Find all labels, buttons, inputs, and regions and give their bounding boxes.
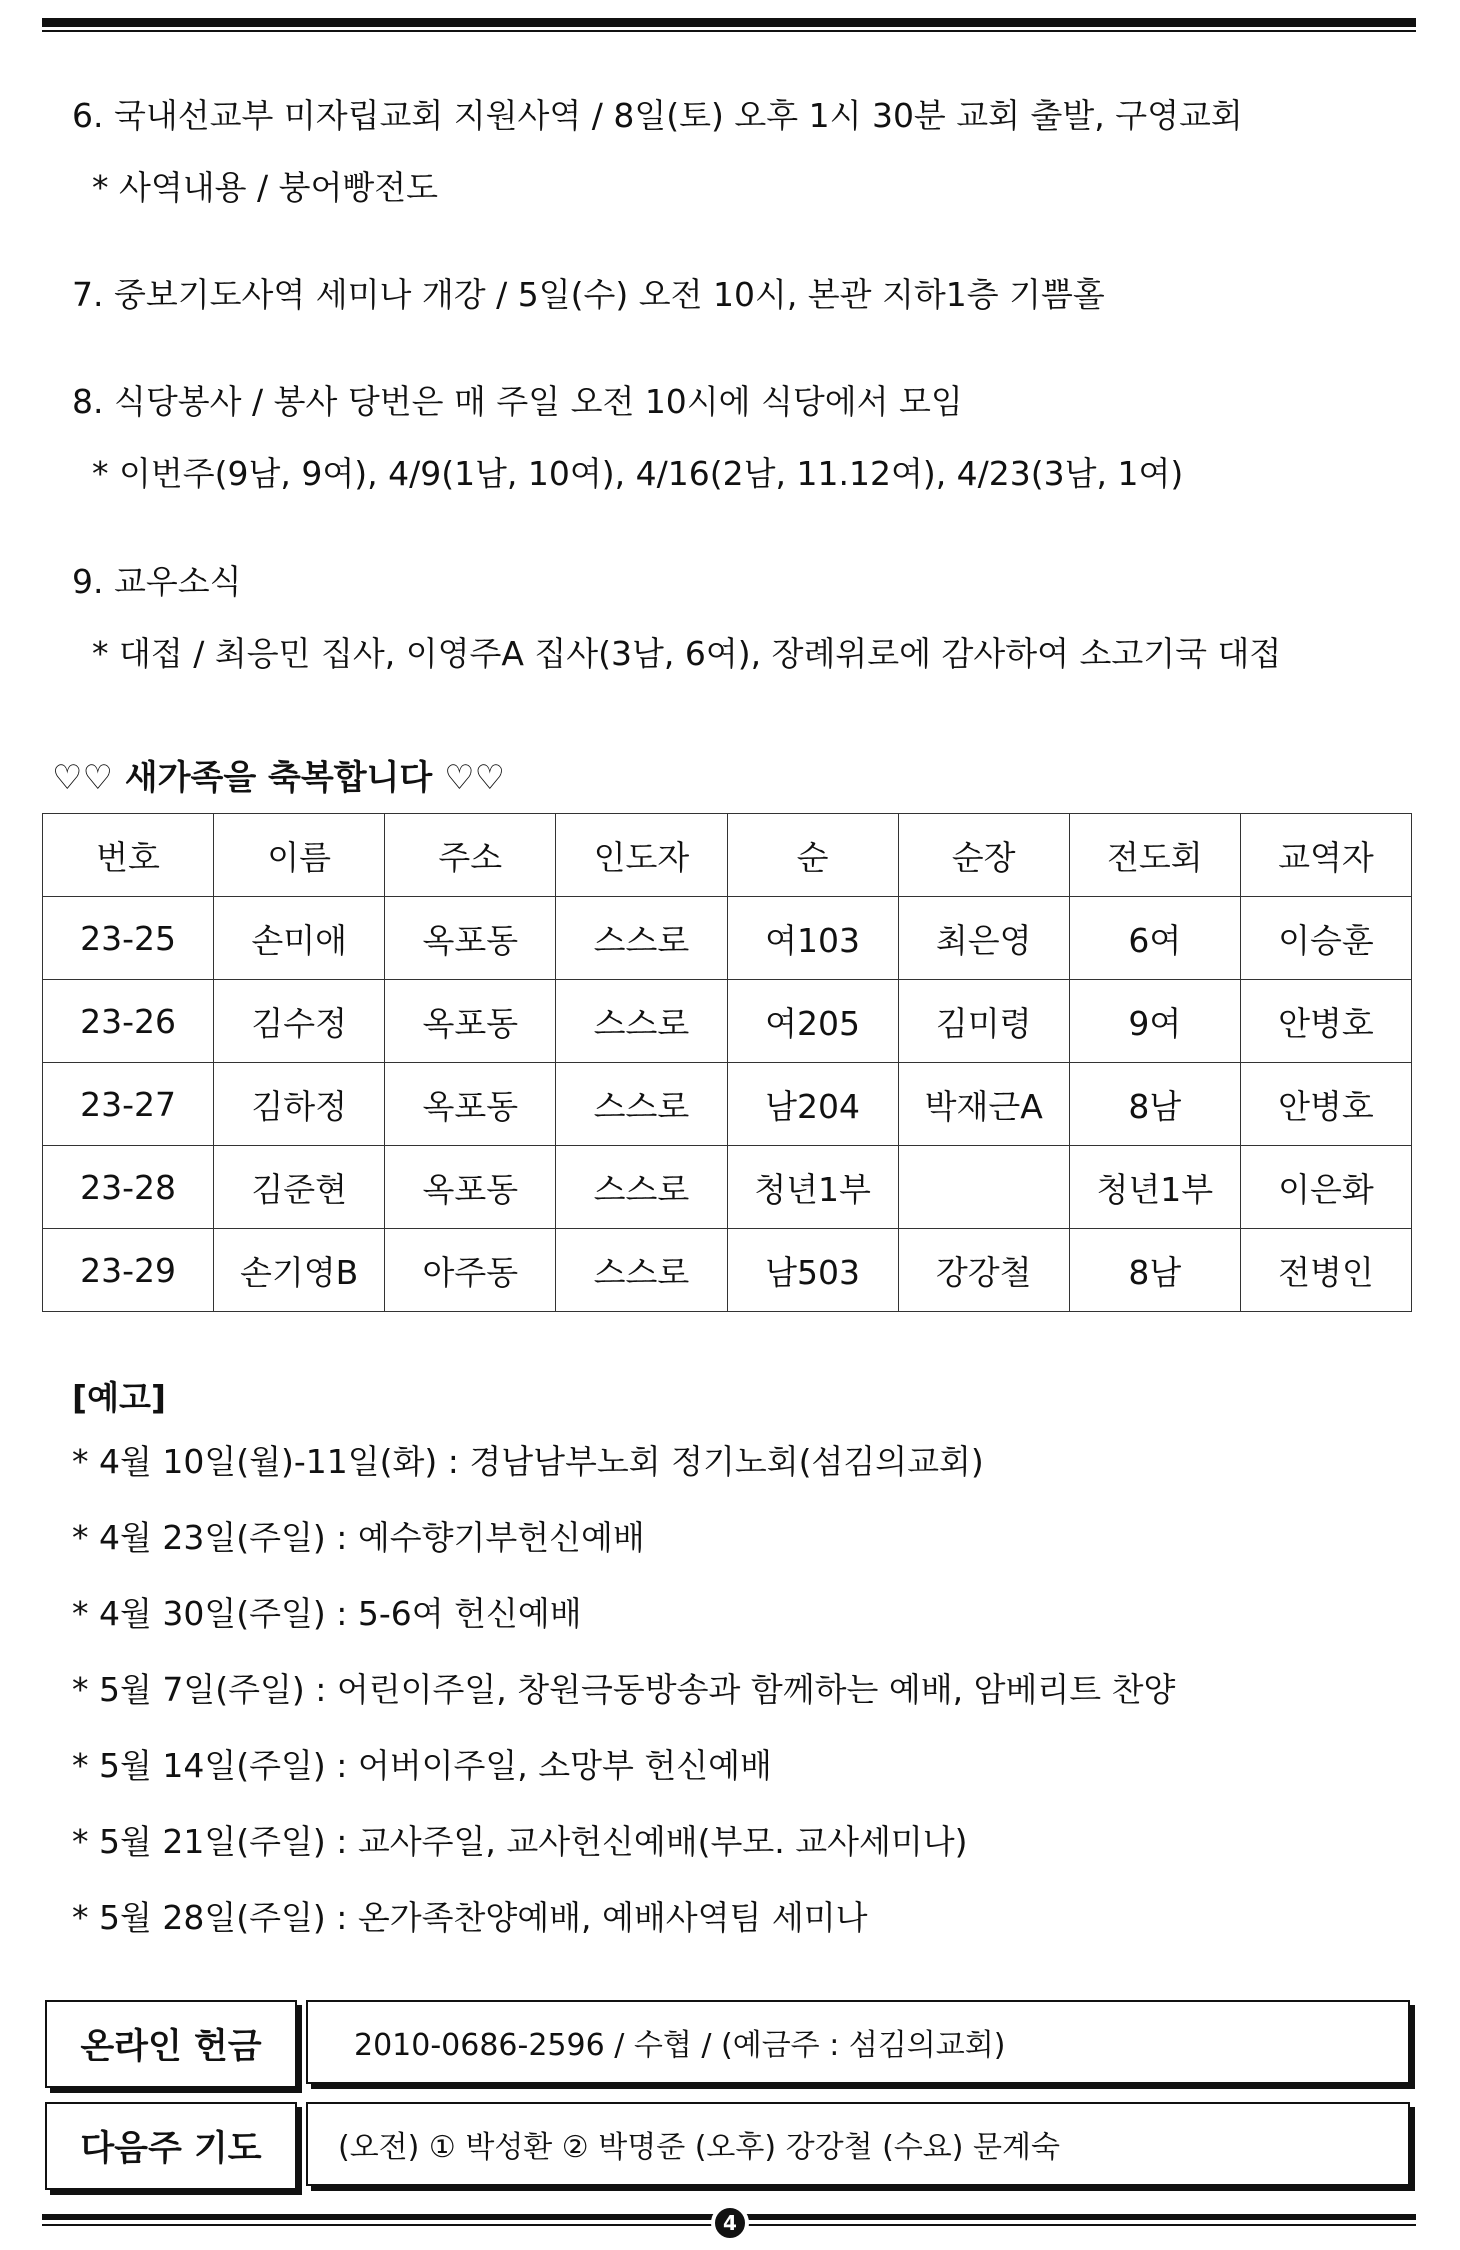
notice-item: * 5월 14일(주일) : 어버이주일, 소망부 헌신예배	[72, 1746, 772, 1785]
table-cell: 전병인	[1240, 1229, 1411, 1312]
next-prayer-label: 다음주 기도	[45, 2102, 297, 2190]
table-cell: 23-27	[43, 1063, 214, 1146]
table-cell: 최은영	[898, 897, 1069, 980]
table-cell: 남204	[727, 1063, 898, 1146]
announcement-9-detail: * 대접 / 최응민 집사, 이영주A 집사(3남, 6여), 장례위로에 감사하여 소고기국 대접	[92, 634, 1282, 673]
new-family-heading: ♡♡ 새가족을 축복합니다 ♡♡	[52, 758, 506, 798]
table-cell: 이은화	[1240, 1146, 1411, 1229]
table-cell: 8남	[1069, 1229, 1240, 1312]
table-cell: 청년1부	[1069, 1146, 1240, 1229]
table-cell: 23-28	[43, 1146, 214, 1229]
column-header: 전도회	[1069, 814, 1240, 897]
top-rule-thick	[42, 18, 1416, 27]
column-header: 이름	[214, 814, 385, 897]
column-header: 순	[727, 814, 898, 897]
table-cell: 이승훈	[1240, 897, 1411, 980]
announcement-8-detail: * 이번주(9남, 9여), 4/9(1남, 10여), 4/16(2남, 11.12여), 4/23(3남, 1여)	[92, 454, 1184, 493]
table-cell: 9여	[1069, 980, 1240, 1063]
table-cell: 강강철	[898, 1229, 1069, 1312]
table-cell: 남503	[727, 1229, 898, 1312]
announcement-6-detail: * 사역내용 / 붕어빵전도	[92, 168, 438, 207]
notice-item: * 5월 7일(주일) : 어린이주일, 창원극동방송과 함께하는 예배, 암베리트 찬양	[72, 1670, 1176, 1709]
top-rule-thin	[42, 30, 1416, 32]
table-cell: 여103	[727, 897, 898, 980]
table-cell: 아주동	[385, 1229, 556, 1312]
table-cell: 옥포동	[385, 897, 556, 980]
table-row	[43, 1063, 1412, 1146]
table-cell: 스스로	[556, 897, 727, 980]
table-cell: 청년1부	[727, 1146, 898, 1229]
notice-title: [예고]	[72, 1378, 166, 1417]
table-cell: 박재근A	[898, 1063, 1069, 1146]
table-cell: 손미애	[214, 897, 385, 980]
table-cell: 김수정	[214, 980, 385, 1063]
notice-item: * 4월 10일(월)-11일(화) : 경남남부노회 정기노회(섬김의교회)	[72, 1442, 984, 1481]
table-cell: 옥포동	[385, 1063, 556, 1146]
announcement-7: 7. 중보기도사역 세미나 개강 / 5일(수) 오전 10시, 본관 지하1층 기쁨홀	[72, 275, 1105, 314]
page-number: 4	[711, 2204, 749, 2242]
online-offering-label: 온라인 헌금	[45, 2000, 297, 2088]
table-cell: 옥포동	[385, 1146, 556, 1229]
announcement-9: 9. 교우소식	[72, 562, 242, 601]
table-cell: 스스로	[556, 1063, 727, 1146]
column-header: 교역자	[1240, 814, 1411, 897]
table-cell: 김준현	[214, 1146, 385, 1229]
table-row	[43, 980, 1412, 1063]
table-cell: 김미령	[898, 980, 1069, 1063]
table-cell: 손기영B	[214, 1229, 385, 1312]
table-cell: 안병호	[1240, 1063, 1411, 1146]
table-cell	[898, 1146, 1069, 1229]
table-cell: 옥포동	[385, 980, 556, 1063]
table-row	[43, 897, 1412, 980]
column-header: 인도자	[556, 814, 727, 897]
table-cell: 23-29	[43, 1229, 214, 1312]
table-cell: 23-26	[43, 980, 214, 1063]
table-header-row	[43, 814, 1412, 897]
top-rule	[42, 18, 1416, 32]
online-offering-value: 2010-0686-2596 / 수협 / (예금주 : 섬김의교회)	[306, 2000, 1410, 2084]
announcement-8: 8. 식당봉사 / 봉사 당번은 매 주일 오전 10시에 식당에서 모임	[72, 382, 963, 421]
table-cell: 23-25	[43, 897, 214, 980]
notice-item: * 5월 21일(주일) : 교사주일, 교사헌신예배(부모. 교사세미나)	[72, 1822, 968, 1861]
table-row	[43, 1146, 1412, 1229]
notice-item: * 5월 28일(주일) : 온가족찬양예배, 예배사역팀 세미나	[72, 1898, 868, 1937]
next-prayer-value: (오전) ① 박성환 ② 박명준 (오후) 강강철 (수요) 문계숙	[306, 2102, 1410, 2186]
column-header: 순장	[898, 814, 1069, 897]
column-header: 번호	[43, 814, 214, 897]
table-cell: 8남	[1069, 1063, 1240, 1146]
announcement-6: 6. 국내선교부 미자립교회 지원사역 / 8일(토) 오후 1시 30분 교회 출발, 구영교회	[72, 96, 1243, 135]
table-cell: 스스로	[556, 1229, 727, 1312]
new-family-table	[42, 813, 1412, 1312]
table-cell: 스스로	[556, 980, 727, 1063]
column-header: 주소	[385, 814, 556, 897]
table-cell: 스스로	[556, 1146, 727, 1229]
notice-item: * 4월 30일(주일) : 5-6여 헌신예배	[72, 1594, 582, 1633]
table-cell: 6여	[1069, 897, 1240, 980]
table-cell: 김하정	[214, 1063, 385, 1146]
table-cell: 여205	[727, 980, 898, 1063]
table-cell: 안병호	[1240, 980, 1411, 1063]
notice-item: * 4월 23일(주일) : 예수향기부헌신예배	[72, 1518, 645, 1557]
table-row	[43, 1229, 1412, 1312]
